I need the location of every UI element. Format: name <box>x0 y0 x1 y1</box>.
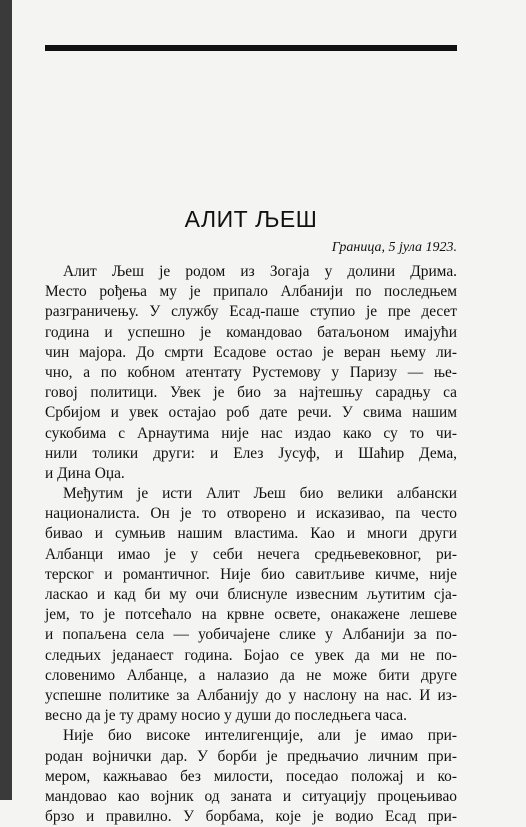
text-line: бивао и сумњив нашим властима. Као и многи други <box>45 525 457 543</box>
body-text <box>45 262 457 827</box>
text-line: разграничењу. У службу Есад-паше ступио је пре десет <box>45 303 457 321</box>
text-line: терског и романтичног. Није био савитљиве кичме, није <box>45 565 457 583</box>
text-line: Србијом и увек остајао роб дате речи. У свима нашим <box>45 404 457 422</box>
text-line: говој политици. Увек је био за најтешњу сарадњу са <box>45 384 457 402</box>
text-line: Није био високе интелигенције, али је имао при- <box>63 727 457 745</box>
text-line: јем, то је потсећало на крвне освете, онакажене лешеве <box>45 606 457 624</box>
text-line: чин мајора. До смрти Есадове остао је веран њему ли- <box>45 343 457 361</box>
text-line: Албанци имао је у себи нечега средњевековног, ри- <box>45 545 457 563</box>
text-line: следњих једанаест година. Бојао се увек да ми не по- <box>45 646 457 664</box>
text-line: Међутим је исти Алит Љеш био велики албански <box>63 485 457 503</box>
text-line: брзо и правилно. У борбама, које је водио Есад при- <box>45 808 457 826</box>
text-line: чно, а по кобном атентату Рустемову у Паризу — ње- <box>45 363 457 381</box>
text-line: и Дина Оџа. <box>45 464 125 482</box>
text-line: Алит Љеш је родом из Зогаја у долини Дрима. <box>63 263 457 280</box>
text-line: родан војнички дар. У борби је предњачио личним при- <box>45 747 457 765</box>
text-line: Место рођења му је припало Албанији по последњем <box>45 283 457 301</box>
page-binding-edge <box>0 0 12 800</box>
text-line: успешне политике за Албанију до у наслону на нас. И из- <box>45 686 457 704</box>
text-line: и попаљена села — уобичајене слике у Албанији за по- <box>45 626 457 644</box>
text-line: мером, кажњавао без милости, поседао положај и ко- <box>45 767 457 785</box>
text-line: мандовао као војник од заната и ситуацију процењивао <box>45 787 457 805</box>
text-line: националиста. Он је то отворено и исказивао, па често <box>45 505 457 523</box>
dateline: Граница, 5 јула 1923. <box>331 240 457 255</box>
chapter-title: АЛИТ ЉЕШ <box>184 206 318 232</box>
text-line: година и успешно је командовао батаљоном имајући <box>45 323 457 341</box>
text-line: весно да је ту драму носио у души до последњега часа. <box>45 707 407 725</box>
text-line: сукобима с Арнаутима није нас издао како су то чи- <box>45 424 457 442</box>
text-line: словенимо Албанце, а налазио да не може бити друге <box>45 666 457 684</box>
text-line: нили толики други: и Елез Јусуф, и Шаћир Дема, <box>45 444 457 462</box>
text-line: ласкао и кад би му очи блиснуле извесним љутитим сја- <box>45 586 457 603</box>
header-rule <box>45 45 457 51</box>
